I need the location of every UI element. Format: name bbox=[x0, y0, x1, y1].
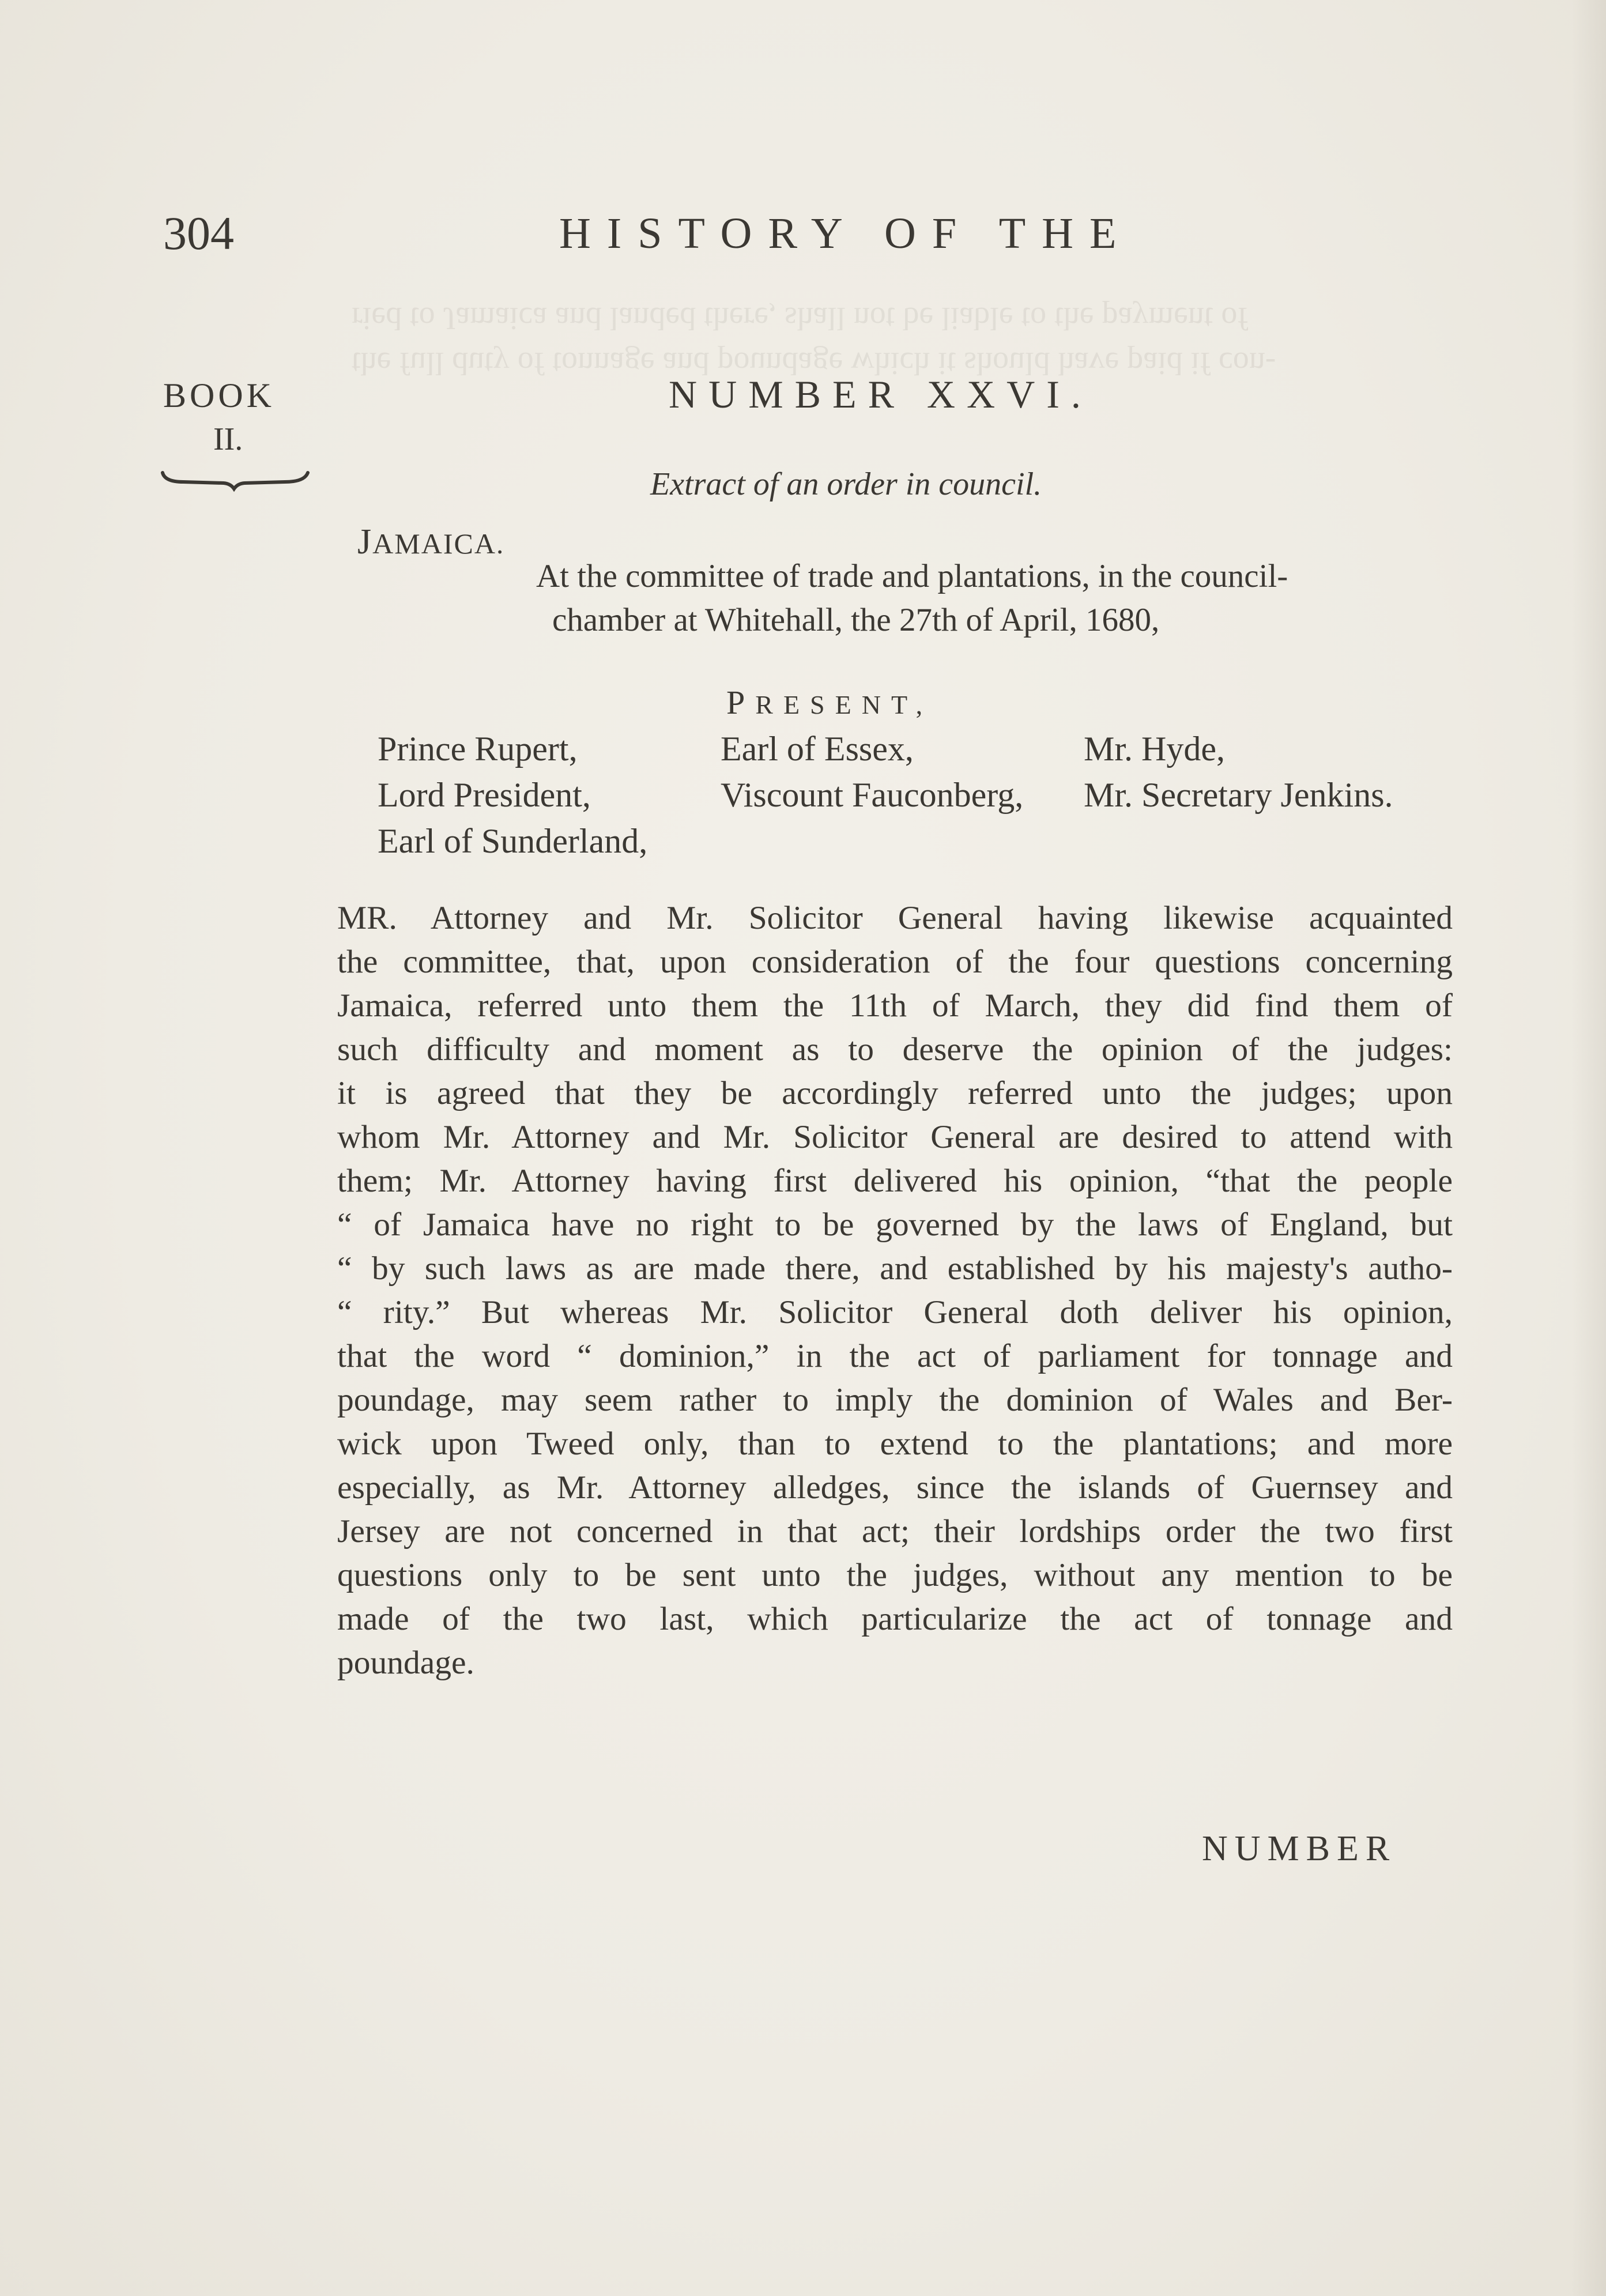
present-rest: RESENT, bbox=[755, 690, 933, 719]
place-heading bbox=[357, 522, 504, 563]
book-label: BOOK bbox=[163, 376, 276, 414]
committee-line: At the committee of trade and plantations, in the council- bbox=[536, 558, 1288, 594]
attendee: Lord President, bbox=[378, 776, 591, 814]
body-line: made of the two last, which particularize the act of tonnage and bbox=[337, 1601, 1453, 1637]
body-line: “ of Jamaica have no right to be governed by the laws of England, but bbox=[337, 1207, 1453, 1243]
body-line: it is agreed that they be accordingly referred unto the judges; upon bbox=[337, 1075, 1453, 1111]
body-line: questions only to be sent unto the judges, without any mention to be bbox=[337, 1557, 1453, 1593]
running-head: HISTORY OF THE bbox=[559, 209, 1133, 258]
place-rest: AMAICA. bbox=[372, 527, 505, 560]
attendee: Earl of Essex, bbox=[721, 730, 914, 768]
body-line: whom Mr. Attorney and Mr. Solicitor General are desired to attend with bbox=[337, 1119, 1453, 1155]
present-initial: P bbox=[726, 684, 756, 721]
attendee: Prince Rupert, bbox=[378, 730, 578, 768]
body-line: Jamaica, referred unto them the 11th of March, they did find them of bbox=[337, 987, 1453, 1024]
show-through-text: the full duty of tonnage and poundage which it should have paid if con- bbox=[352, 345, 1276, 381]
attendee: Viscount Fauconberg, bbox=[721, 776, 1024, 814]
curly-brace-icon bbox=[160, 469, 310, 492]
page-number: 304 bbox=[163, 207, 234, 259]
body-line: “ rity.” But whereas Mr. Solicitor General doth deliver his opinion, bbox=[337, 1294, 1453, 1330]
body-line: especially, as Mr. Attorney alledges, since the islands of Guernsey and bbox=[337, 1469, 1453, 1506]
catchword: NUMBER bbox=[1202, 1829, 1397, 1868]
body-line: “ by such laws as are made there, and established by his majesty's autho- bbox=[337, 1250, 1453, 1287]
committee-line: chamber at Whitehall, the 27th of April, 1680, bbox=[552, 602, 1160, 638]
number-heading: NUMBER XXVI. bbox=[669, 372, 1092, 416]
body-line: such difficulty and moment as to deserve the opinion of the judges: bbox=[337, 1031, 1453, 1068]
body-line: the committee, that, upon consideration of the four questions concerning bbox=[337, 944, 1453, 980]
body-line: them; Mr. Attorney having first delivered his opinion, “that the people bbox=[337, 1163, 1453, 1199]
body-line: that the word “ dominion,” in the act of parliament for tonnage and bbox=[337, 1338, 1453, 1374]
body-line: poundage, may seem rather to imply the dominion of Wales and Ber- bbox=[337, 1382, 1453, 1418]
show-through-text: ried to Jamaica and landed there, shall not be liable to the payment of bbox=[352, 300, 1249, 336]
attendee: Earl of Sunderland, bbox=[378, 822, 648, 860]
body-line: wick upon Tweed only, than to extend to the plantations; and more bbox=[337, 1426, 1453, 1462]
attendee: Mr. Secretary Jenkins. bbox=[1084, 776, 1393, 814]
body-line: poundage. bbox=[337, 1645, 474, 1681]
extract-subtitle: Extract of an order in council. bbox=[650, 466, 1042, 502]
place-initial: J bbox=[357, 522, 373, 561]
body-line: MR. Attorney and Mr. Solicitor General having likewise acquainted bbox=[337, 900, 1453, 936]
book-number: II. bbox=[213, 421, 243, 457]
present-heading bbox=[726, 683, 933, 722]
body-line: Jersey are not concerned in that act; their lordships order the two first bbox=[337, 1513, 1453, 1549]
page-edge-shadow bbox=[1571, 0, 1606, 2296]
attendee: Mr. Hyde, bbox=[1084, 730, 1225, 768]
